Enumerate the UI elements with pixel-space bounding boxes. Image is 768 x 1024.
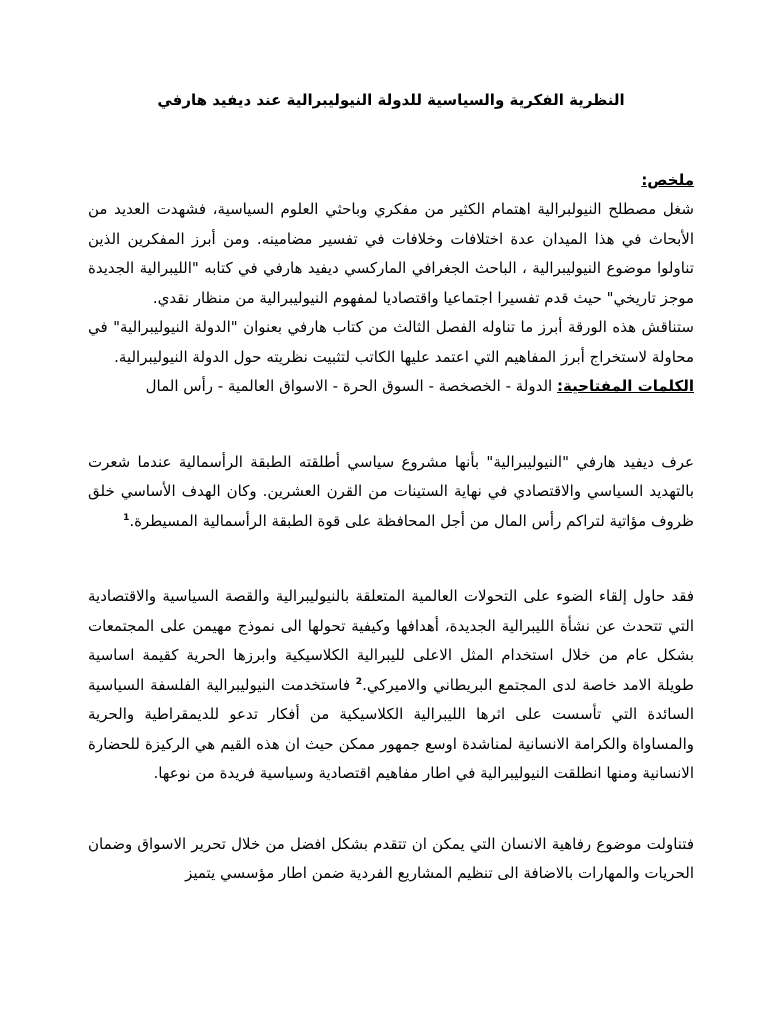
spacer <box>88 789 694 830</box>
footnote-marker-1: 1 <box>123 512 130 523</box>
abstract-paragraph-2: ستناقش هذه الورقة أبرز ما تناوله الفصل الثالث من كتاب هارفي بعنوان "الدولة النيوليبرالية" في محاولة لاستخراج أبرز المفاهيم التي اعتمد عليها الكاتب لتثبيت نظريته حول الدولة النيوليبرالية. <box>88 318 694 366</box>
document-title: النظرية الفكرية والسياسية للدولة النيوليبرالية عند ديفيد هارفي <box>157 91 625 109</box>
spacer <box>88 402 694 448</box>
body-paragraph-2-text-a: فقد حاول إلقاء الضوء على التحولات العالمية المتعلقة بالنيوليبرالية والقصة السياسية والاقتصادية التي تتحدث عن نشأة الليبرالية الجديدة، أهدافها وكيفية تحولها الى نموذج مهيمن على المجتمعات بشكل عام من خلال استخدام المثل الاعلى لليبرالية الكلاسيكية وابرزها الحرية كقيمة اساسية طويلة الامد خاصة لدى المجتمع البريطاني والاميركي. <box>88 587 694 694</box>
spacer <box>88 536 694 582</box>
footnote-marker-2: 2 <box>355 676 363 687</box>
body-paragraph-2-text-b: فاستخدمت النيوليبرالية الفلسفة السياسية السائدة التي تأسست على اثرها الليبرالية الكلاسيكية من أفكار تدعو للديمقراطية والحرية والمساواة والكرامة الانسانية لمناشدة اوسع جمهور ممكن حيث ان هذه القيم هي الركيزة للحضارة الانسانية ومنها انطلقت النيوليبرالية في اطار مفاهيم اقتصادية وسياسية فريدة من نوعها. <box>88 675 694 782</box>
body-paragraph-1-text: عرف ديفيد هارفي "النيوليبرالية" بأنها مشروع سياسي أطلقته الطبقة الرأسمالية عندما شعرت بالتهديد السياسي والاقتصادي في نهاية الستينات من القرن العشرين. وكان الهدف الأساسي خلق ظروف مؤاتية لتراكم رأس المال من أجل المحافظة على قوة الطبقة الرأسمالية المسيطرة. <box>88 452 694 530</box>
abstract-heading: ملخص: <box>641 171 694 189</box>
keywords-line <box>88 372 694 402</box>
abstract-paragraph-1: شغل مصطلح النيولبرالية اهتمام الكثير من مفكري وباحثي العلوم السياسية، فشهدت العديد من الأبحاث في هذا الميدان عدة اختلافات وخلافات في تفسير مضامينه. ومن أبرز المفكرين الذين تناولوا موضوع النيوليبرالية ، الباحث الجغرافي الماركسي ديفيد هارفي في كتابه "الليبرالية الجديدة موجز تاريخي" حيث قدم تفسيرا اجتماعيا واقتصاديا لمفهوم النيوليبرالية من منظار نقدي. <box>88 200 694 307</box>
keywords-label: الكلمات المفتاحية: <box>556 377 694 395</box>
body-paragraph-1 <box>88 448 694 537</box>
document-page <box>88 86 694 889</box>
body-paragraph-2 <box>88 582 694 789</box>
body-paragraph-3: فتناولت موضوع رفاهية الانسان التي يمكن ان تتقدم بشكل افضل من خلال تحرير الاسواق وضمان الحريات والمهارات بالاضافة الى تنظيم المشاريع الفردية ضمن اطار مؤسسي يتميز <box>88 834 694 882</box>
keywords-text: الدولة - الخصخصة - السوق الحرة - الاسواق العالمية - رأس المال <box>145 377 557 395</box>
